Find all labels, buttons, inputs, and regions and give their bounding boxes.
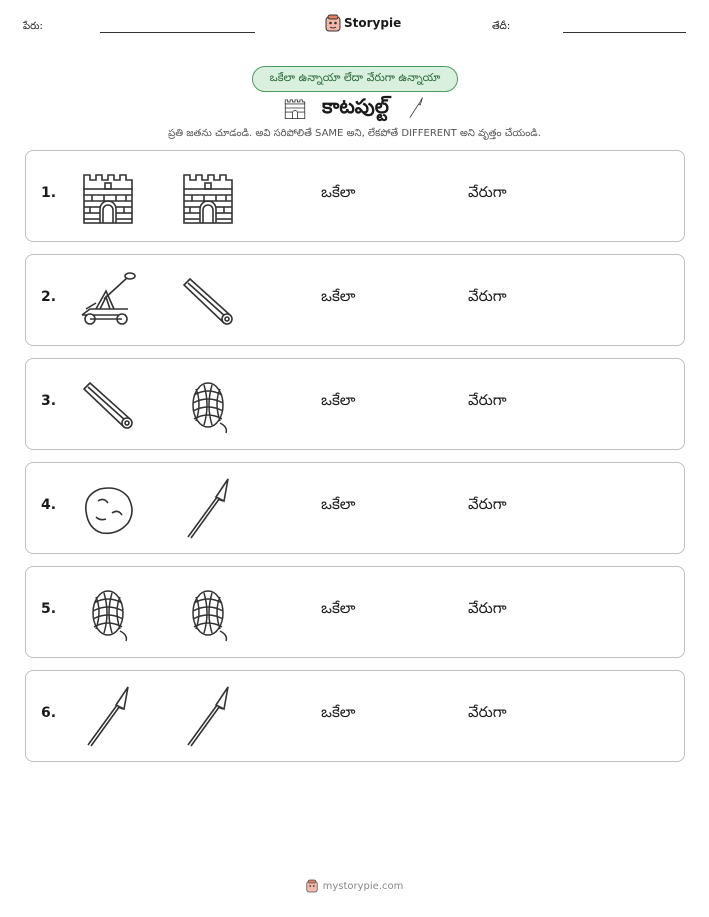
question-card [25,462,685,554]
brand-name: Storypie [344,16,402,30]
different-option[interactable]: వేరుగా [468,183,507,201]
same-option[interactable]: ఒకేలా [321,287,356,305]
storypie-mascot-icon [306,879,318,893]
catapult-icon [76,269,140,333]
question-card [25,670,685,762]
brand-logo [325,14,401,32]
spear-icon [403,92,427,124]
question-number: 6. [41,705,57,721]
different-option[interactable]: వేరుగా [468,703,507,721]
date-label: తేదీ: [492,21,511,32]
question-card [25,358,685,450]
page-title: కాటపుల్ట్ [322,93,389,118]
name-label: పేరు: [23,21,43,32]
stone-icon [76,477,140,541]
same-option[interactable]: ఒకేలా [321,599,356,617]
castle-icon [282,95,308,121]
title-row [0,93,709,123]
question-card [25,566,685,658]
spear-icon [176,477,240,541]
rope-coil-icon [76,581,140,645]
footer-site: mystorypie.com [322,880,404,892]
question-number: 1. [41,185,57,201]
castle-icon [76,165,140,229]
question-card [25,254,685,346]
question-number: 4. [41,497,57,513]
castle-icon [176,165,240,229]
worksheet-type-tag: ఒకేలా ఉన్నాయా లేదా వేరుగా ఉన్నాయా [252,66,458,92]
spear-icon [176,685,240,749]
question-number: 2. [41,289,57,305]
different-option[interactable]: వేరుగా [468,391,507,409]
same-option[interactable]: ఒకేలా [321,495,356,513]
rope-coil-icon [176,581,240,645]
name-write-line[interactable] [100,32,255,33]
wooden-beam-icon [176,269,240,333]
footer [0,879,709,893]
question-number: 3. [41,393,57,409]
instructions: ప్రతి జతను చూడండి. అవి సరిపోలితే SAME అని, లేకపోతే DIFFERENT అని వృత్తం చేయండి. [168,128,541,139]
same-option[interactable]: ఒకేలా [321,183,356,201]
different-option[interactable]: వేరుగా [468,599,507,617]
different-option[interactable]: వేరుగా [468,287,507,305]
same-option[interactable]: ఒకేలా [321,703,356,721]
worksheet-header [0,14,709,38]
storypie-mascot-icon [325,14,341,32]
question-card [25,150,685,242]
different-option[interactable]: వేరుగా [468,495,507,513]
wooden-beam-icon [76,373,140,437]
question-number: 5. [41,601,57,617]
rope-coil-icon [176,373,240,437]
same-option[interactable]: ఒకేలా [321,391,356,409]
date-write-line[interactable] [563,32,686,33]
spear-icon [76,685,140,749]
